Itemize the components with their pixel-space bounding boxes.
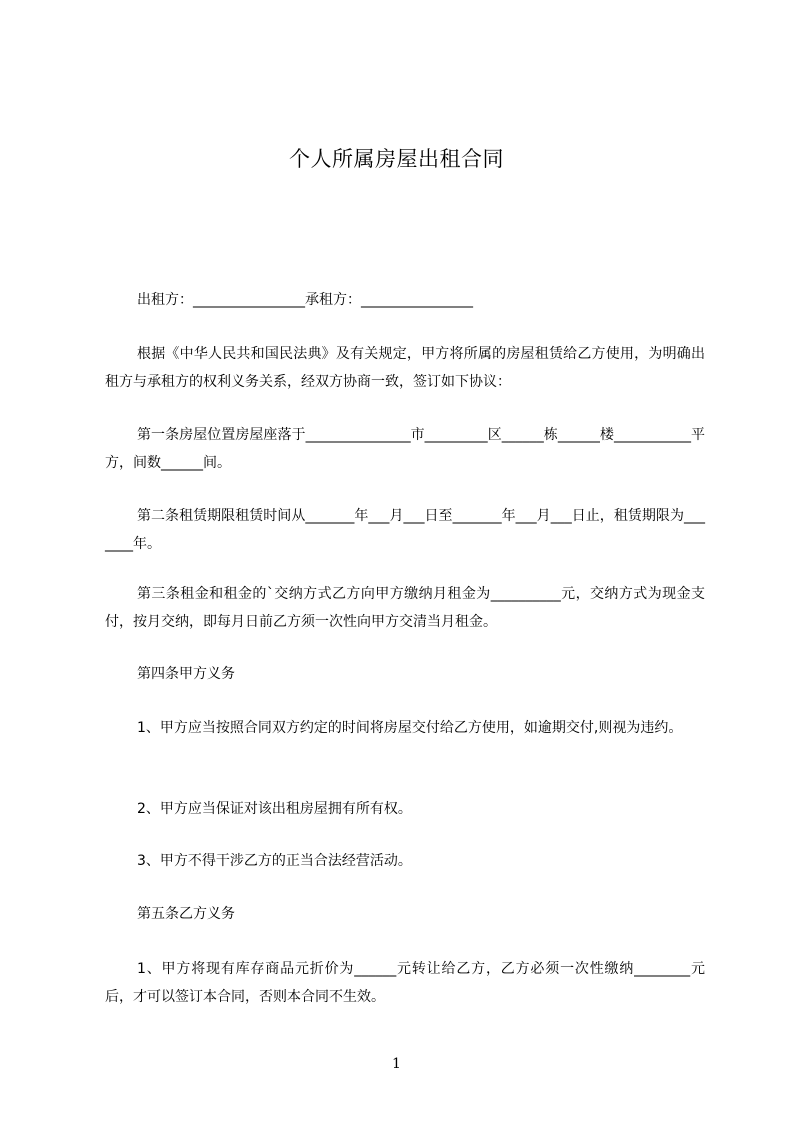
intro-paragraph: 根据《中华人民共和国民法典》及有关规定，甲方将所属的房屋租赁给乙方使用，为明确出租方与承租方的权利义务关系，经双方协商一致，签订如下协议：: [105, 346, 705, 390]
article-4-item-3: 3、甲方不得干涉乙方的正当合法经营活动。: [137, 853, 412, 869]
article-4-item-2: 2、甲方应当保证对该出租房屋拥有所有权。: [137, 801, 412, 817]
article-4-item-1: 1、甲方应当按照合同双方约定的时间将房屋交付给乙方使用，如逾期交付,则视为违约。: [137, 720, 683, 736]
parties-line: 出租方：________________承租方：________________: [137, 292, 473, 308]
page-number: 1: [392, 1056, 401, 1072]
article-5-heading: 第五条乙方义务: [137, 906, 235, 922]
article-5-item-1: 1、甲方将现有库存商品元折价为______元转让给乙方，乙方必须一次性缴纳________元后，才可以签订本合同，否则本合同不生效。: [105, 961, 705, 1005]
article-2-term: 第二条租赁期限租赁时间从_______年___月___日至_______年___月___日止，租赁期限为_______年。: [105, 508, 705, 552]
article-1-location: 第一条房屋位置房屋座落于_______________市_________区______栋______楼___________平方，间数______间。: [105, 427, 705, 471]
article-4-heading: 第四条甲方义务: [137, 666, 235, 682]
article-3-rent: 第三条租金和租金的`交纳方式乙方向甲方缴纳月租金为__________元，交纳方式为现金支付，按月交纳，即每月日前乙方须一次性向甲方交清当月租金。: [105, 586, 705, 630]
document-title: 个人所属房屋出租合同: [289, 147, 504, 171]
